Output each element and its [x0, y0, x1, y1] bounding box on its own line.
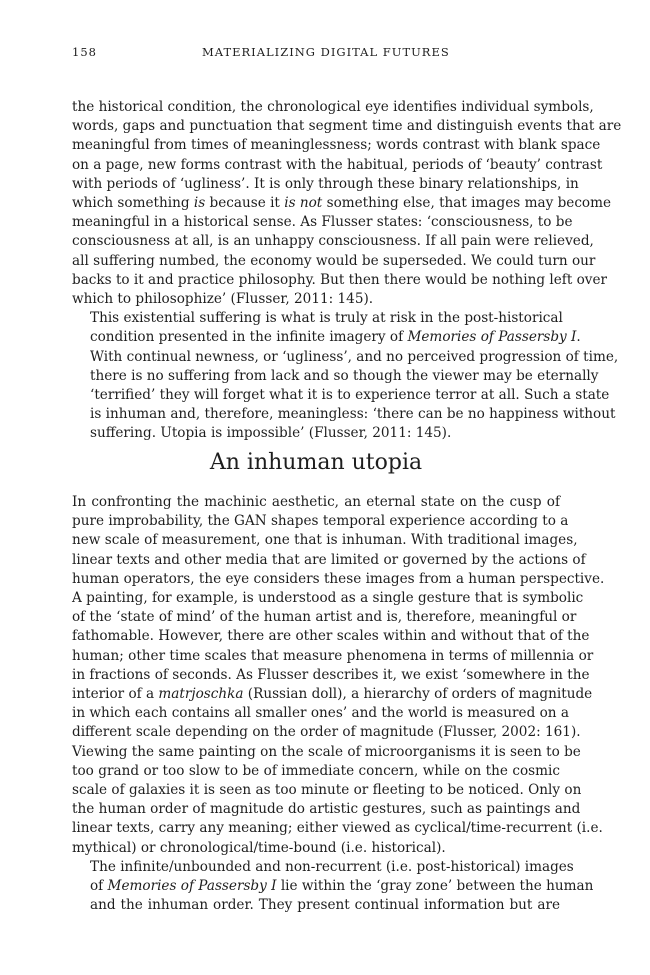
text-line: of the ‘state of mind’ of the human artist and is, therefore, meaningful or: [72, 609, 577, 626]
running-head: [72, 45, 562, 63]
text-line: with periods of ‘ugliness’. It is only through these binary relationships, in: [72, 175, 579, 192]
text-line: and the inhuman order. They present continual information but are: [90, 897, 560, 914]
paragraph: [72, 98, 622, 309]
text-line: the human order of magnitude do artistic gestures, such as paintings and: [72, 801, 581, 818]
text-line: The infinite/unbounded and non-recurrent (i.e. post-historical) images: [90, 858, 574, 875]
italic-text: Memories of Passersby I: [107, 878, 277, 895]
text-line: linear texts, carry any meaning; either viewed as cyclical/time-recurrent (i.e.: [72, 820, 603, 837]
text-line: new scale of measurement, one that is inhuman. With traditional images,: [72, 532, 578, 549]
text-line: interior of a matrjoschka (Russian doll), a hierarchy of orders of magnitude: [72, 686, 593, 703]
text-line: of Memories of Passersby I lie within the ‘gray zone’ between the human: [90, 878, 594, 895]
text-line: which to philosophize’ (Flusser, 2011: 145).: [72, 291, 374, 308]
text-line: fathomable. However, there are other scales within and without that of the: [72, 628, 590, 645]
italic-text: matrjoschka: [158, 686, 244, 703]
italic-text: is: [193, 195, 206, 212]
text-line: scale of galaxies it is seen as too minute or fleeting to be noticed. Only on: [72, 782, 582, 799]
text-line: which something is because it is not something else, that images may become: [72, 195, 612, 212]
paragraph: [72, 309, 619, 443]
italic-text: is not: [284, 195, 323, 212]
text-line: mythical) or chronological/time-bound (i.e. historical).: [72, 839, 446, 856]
text-line: human; other time scales that measure phenomena in terms of millennia or: [72, 647, 594, 664]
text-line: suffering. Utopia is impossible’ (Flusser, 2011: 145).: [90, 425, 452, 442]
body-text-bottom: [72, 493, 605, 915]
text-line: In confronting the machinic aesthetic, an eternal state on the cusp of: [72, 494, 560, 510]
text-line: consciousness at all, is an unhappy consciousness. If all pain were relieved,: [72, 233, 594, 250]
running-head-title: MATERIALIZING DIGITAL FUTURES: [202, 45, 450, 59]
text-line: words, gaps and punctuation that segment time and distinguish events that are: [72, 118, 622, 135]
text-line: in which each contains all smaller ones’ and the world is measured on a: [72, 705, 569, 722]
text-line: in fractions of seconds. As Flusser describes it, we exist ‘somewhere in the: [72, 666, 590, 683]
text-line: the historical condition, the chronological eye identifies individual symbols,: [72, 99, 594, 115]
italic-text: Memories of Passersby I: [407, 329, 577, 346]
text-line: too grand or too slow to be of immediate concern, while on the cosmic: [72, 762, 560, 779]
text-line: condition presented in the infinite imagery of Memories of Passersby I.: [90, 329, 581, 346]
text-line: With continual newness, or ‘ugliness’, and no perceived progression of time,: [90, 348, 619, 365]
text-line: on a page, new forms contrast with the habitual, periods of ‘beauty’ contrast: [72, 156, 603, 173]
text-line: Viewing the same painting on the scale of microorganisms it is seen to be: [72, 743, 581, 760]
text-line: ‘terrified’ they will forget what it is to experience terror at all. Such a state: [90, 387, 610, 404]
text-line: human operators, the eye considers these images from a human perspective.: [72, 570, 605, 587]
paragraph: [72, 858, 594, 916]
text-line: backs to it and practice philosophy. But then there would be nothing left over: [72, 271, 608, 288]
section-heading: An inhuman utopia: [209, 450, 423, 475]
text-line: meaningful from times of meaninglessness; words contrast with blank space: [72, 137, 601, 154]
text-line: This existential suffering is what is truly at risk in the post-historical: [90, 310, 563, 327]
page-number: 158: [72, 45, 97, 59]
body-text-top: [72, 98, 622, 444]
text-line: meaningful in a historical sense. As Flusser states: ‘consciousness, to be: [72, 214, 573, 231]
paragraph: [72, 493, 605, 858]
text-line: is inhuman and, therefore, meaningless: ‘there can be no happiness without: [90, 406, 616, 423]
text-line: A painting, for example, is understood as a single gesture that is symbolic: [72, 590, 584, 607]
text-line: pure improbability, the GAN shapes temporal experience according to a: [72, 513, 569, 530]
text-line: linear texts and other media that are limited or governed by the actions of: [72, 551, 586, 568]
text-line: different scale depending on the order of magnitude (Flusser, 2002: 161).: [72, 724, 581, 741]
text-line: all suffering numbed, the economy would be superseded. We could turn our: [72, 252, 596, 269]
text-line: there is no suffering from lack and so though the viewer may be eternally: [90, 367, 599, 384]
